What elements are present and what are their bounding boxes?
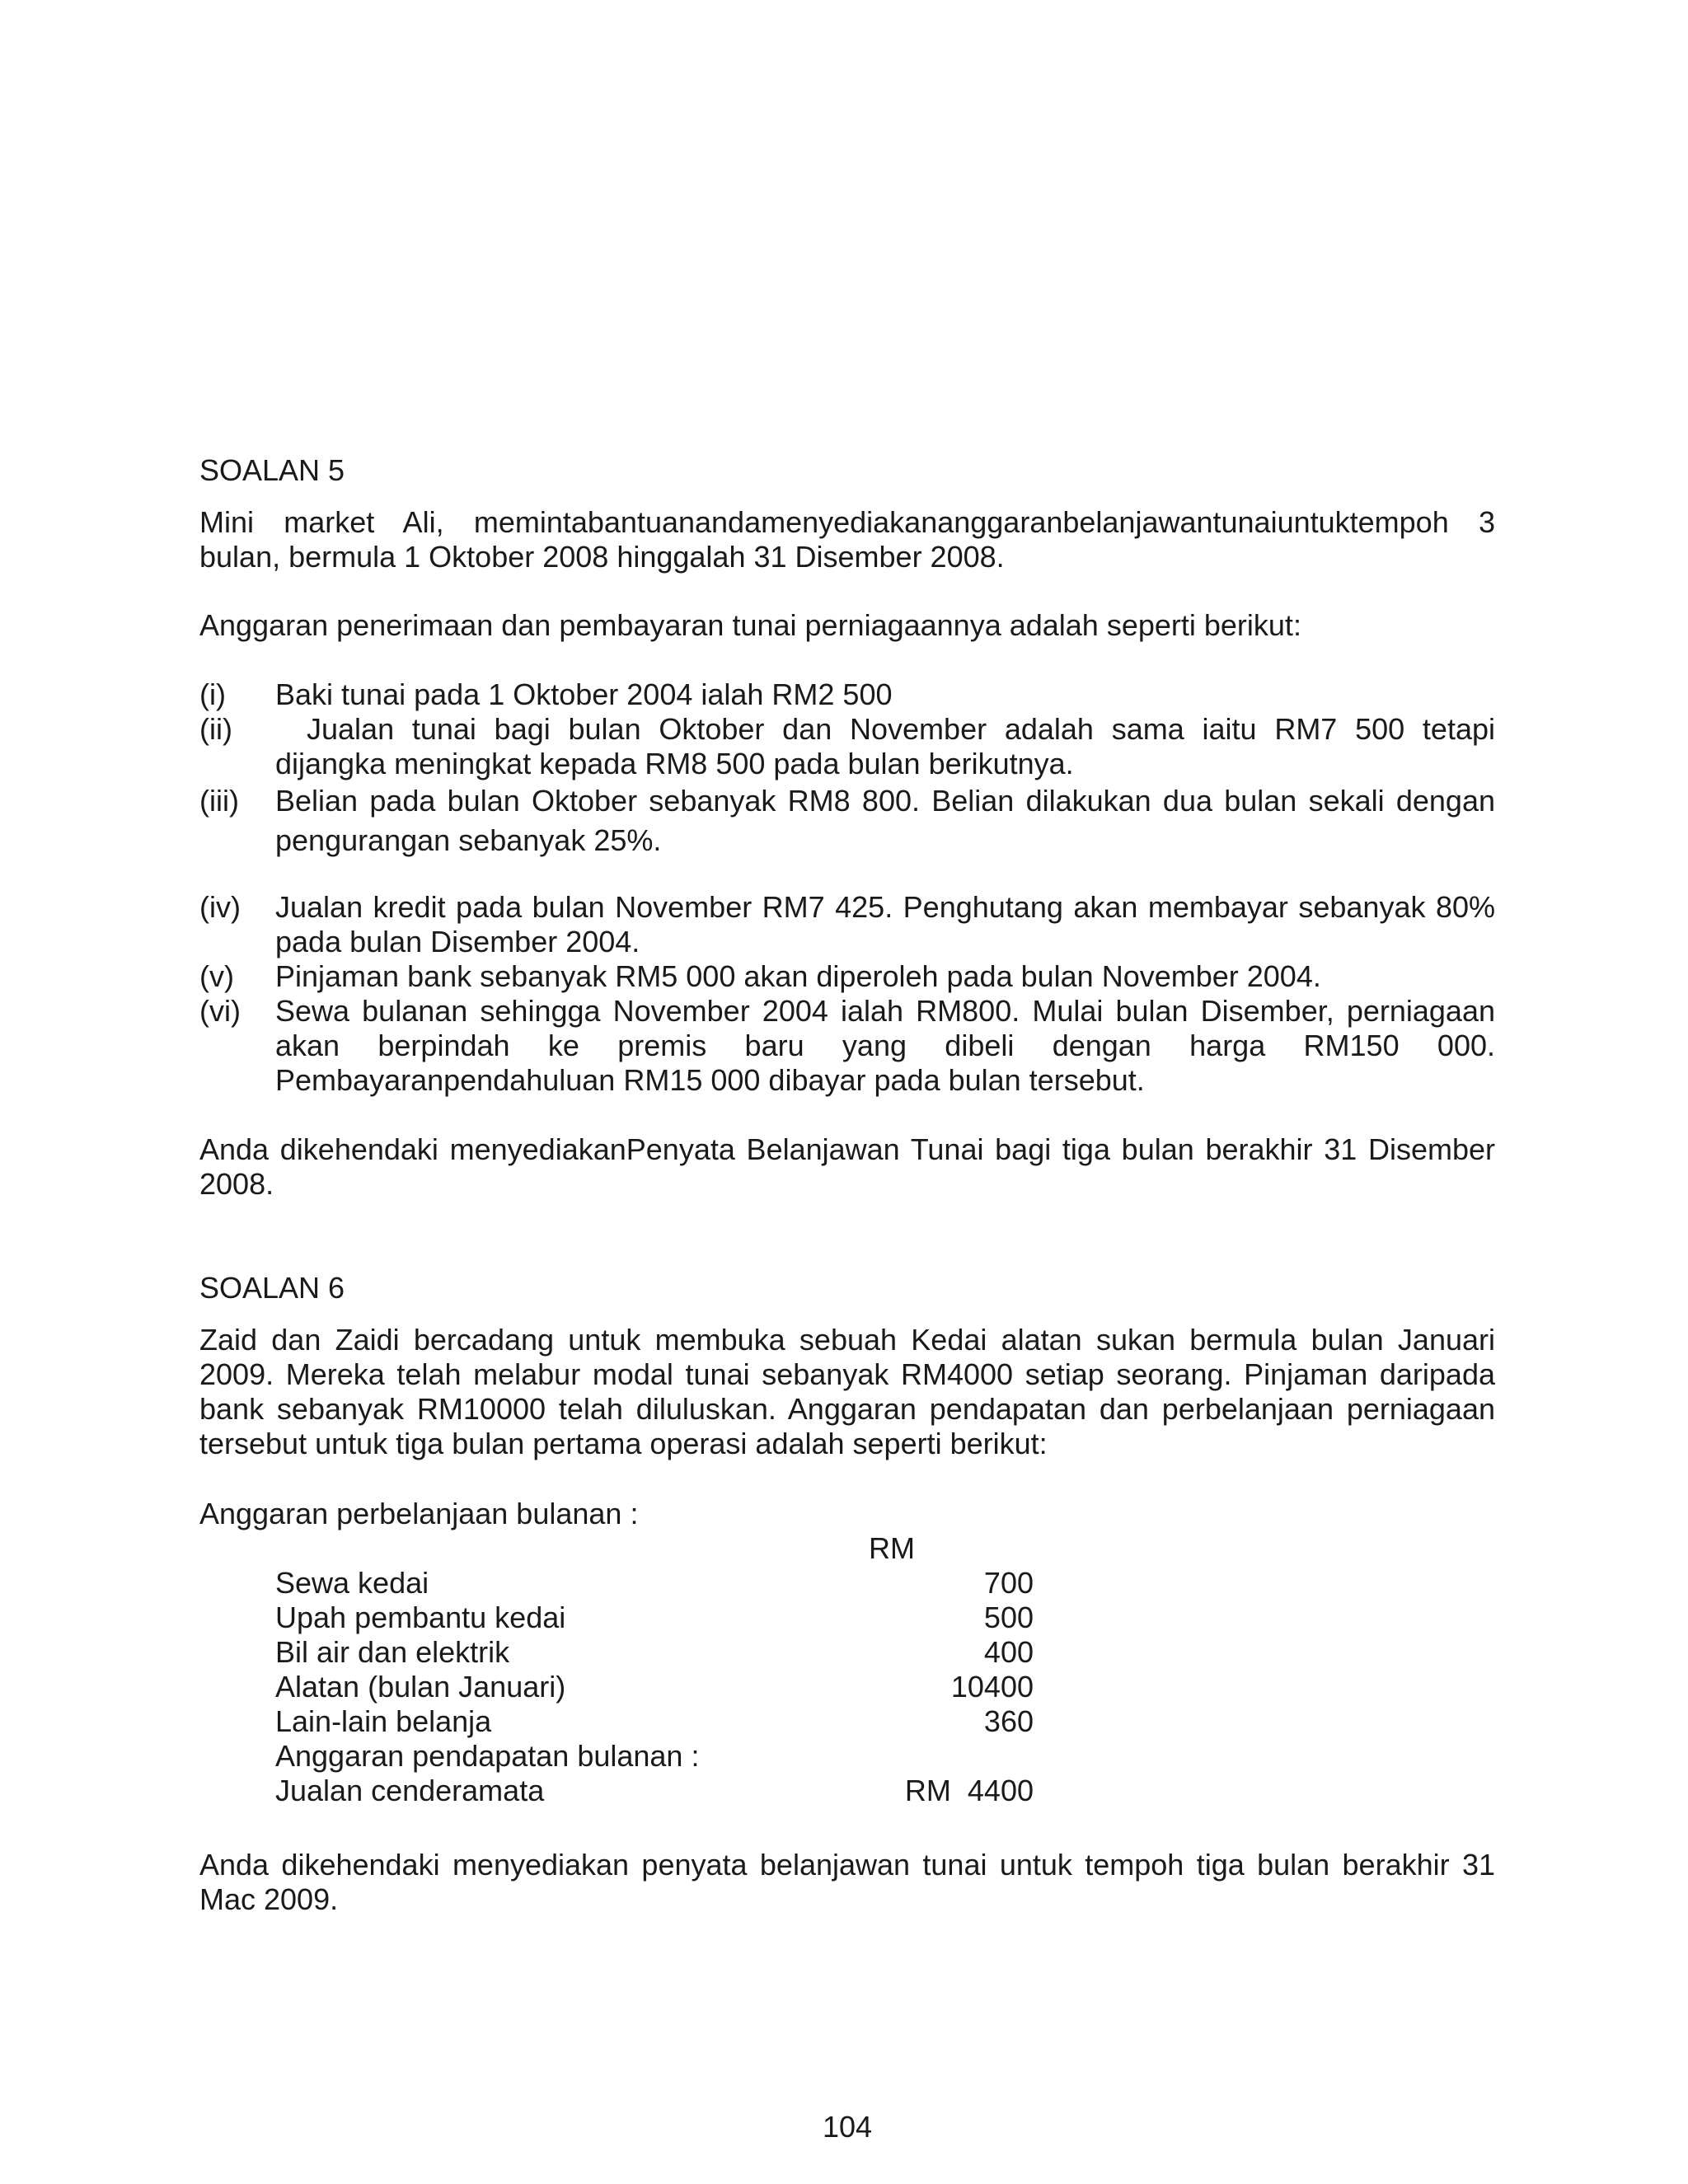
expense-amount: 10400 xyxy=(950,1670,1034,1704)
list-item xyxy=(199,712,1495,781)
expense-amount: 400 xyxy=(983,1635,1034,1669)
question-5-items-continued xyxy=(199,890,1495,1098)
question-5-title: SOALAN 5 xyxy=(199,453,345,487)
item-number: (i) xyxy=(199,677,226,711)
expense-label: Sewa kedai xyxy=(275,1566,429,1600)
list-item xyxy=(199,994,1495,1098)
question-5-items xyxy=(199,677,1495,860)
item-text: Jualan tunai bagi bulan Oktober dan November adalah sama iaitu RM7 500 tetapi dijangka meningkat kepada RM8 500 pada bulan berikutnya. xyxy=(275,712,1495,780)
expense-label: Alatan (bulan Januari) xyxy=(275,1670,566,1704)
currency-header-row xyxy=(275,1531,1034,1566)
question-5-intro: Mini market Ali, memintabantuanandamenyediakananggaranbelanjawantunaiuntuktempoh 3 bulan, bermula 1 Oktober 2008 hinggalah 31 Disember 2008. xyxy=(199,505,1495,574)
list-item xyxy=(199,781,1495,860)
item-number: (iii) xyxy=(199,784,239,818)
table-row xyxy=(275,1566,1034,1601)
item-text: Pinjaman bank sebanyak RM5 000 akan diperoleh pada bulan November 2004. xyxy=(275,959,1321,993)
expense-table xyxy=(275,1531,1034,1808)
expense-amount: 700 xyxy=(983,1566,1034,1600)
list-item xyxy=(199,677,1495,712)
table-row xyxy=(275,1774,1034,1808)
table-row xyxy=(275,1601,1034,1635)
document-page xyxy=(199,0,1495,2184)
expense-amount: 360 xyxy=(983,1704,1034,1738)
table-row xyxy=(275,1670,1034,1704)
item-text: Baki tunai pada 1 Oktober 2004 ialah RM2 500 xyxy=(275,677,893,711)
expense-amount: 500 xyxy=(983,1601,1034,1634)
income-heading-row xyxy=(275,1739,1034,1774)
page-number: 104 xyxy=(822,2110,873,2144)
question-5-lead: Anggaran penerimaan dan pembayaran tunai perniagaannya adalah seperti berikut: xyxy=(199,608,1301,642)
item-text: Jualan kredit pada bulan November RM7 425. Penghutang akan membayar sebanyak 80% pada bulan Disember 2004. xyxy=(275,890,1495,958)
list-item xyxy=(199,959,1495,994)
currency-header: RM xyxy=(869,1531,915,1565)
item-text: Sewa bulanan sehingga November 2004 ialah RM800. Mulai bulan Disember, perniagaan akan berpindah ke premis baru yang dibeli dengan harga RM150 000. Pembayaranpendahuluan RM15 000 dibayar pada bulan tersebut. xyxy=(275,994,1495,1097)
list-item xyxy=(199,890,1495,959)
income-label: Jualan cenderamata xyxy=(275,1774,545,1807)
income-amount: RM 4400 xyxy=(904,1774,1034,1807)
expense-heading: Anggaran perbelanjaan bulanan : xyxy=(199,1497,639,1530)
question-6-title: SOALAN 6 xyxy=(199,1271,345,1305)
item-number: (v) xyxy=(199,959,234,993)
table-row xyxy=(275,1635,1034,1670)
item-text: Belian pada bulan Oktober sebanyak RM8 800. Belian dilakukan dua bulan sekali dengan pengurangan sebanyak 25%. xyxy=(275,784,1495,857)
question-5-task: Anda dikehendaki menyediakanPenyata Belanjawan Tunai bagi tiga bulan berakhir 31 Disember 2008. xyxy=(199,1132,1495,1201)
income-heading: Anggaran pendapatan bulanan : xyxy=(275,1739,700,1773)
expense-label: Lain-lain belanja xyxy=(275,1704,492,1738)
item-number: (iv) xyxy=(199,890,241,924)
table-row xyxy=(275,1704,1034,1739)
question-6-task: Anda dikehendaki menyediakan penyata belanjawan tunai untuk tempoh tiga bulan berakhir 31 Mac 2009. xyxy=(199,1848,1495,1916)
expense-label: Upah pembantu kedai xyxy=(275,1601,566,1634)
item-number: (ii) xyxy=(199,712,232,746)
question-6-intro: Zaid dan Zaidi bercadang untuk membuka sebuah Kedai alatan sukan bermula bulan Januari 2009. Mereka telah melabur modal tunai sebanyak RM4000 setiap seorang. Pinjaman daripada bank sebanyak RM10000 telah diluluskan. Anggaran pendapatan dan perbelanjaan perniagaan tersebut untuk tiga bulan pertama operasi adalah seperti berikut: xyxy=(199,1323,1495,1460)
item-number: (vi) xyxy=(199,994,241,1028)
expense-label: Bil air dan elektrik xyxy=(275,1635,510,1669)
